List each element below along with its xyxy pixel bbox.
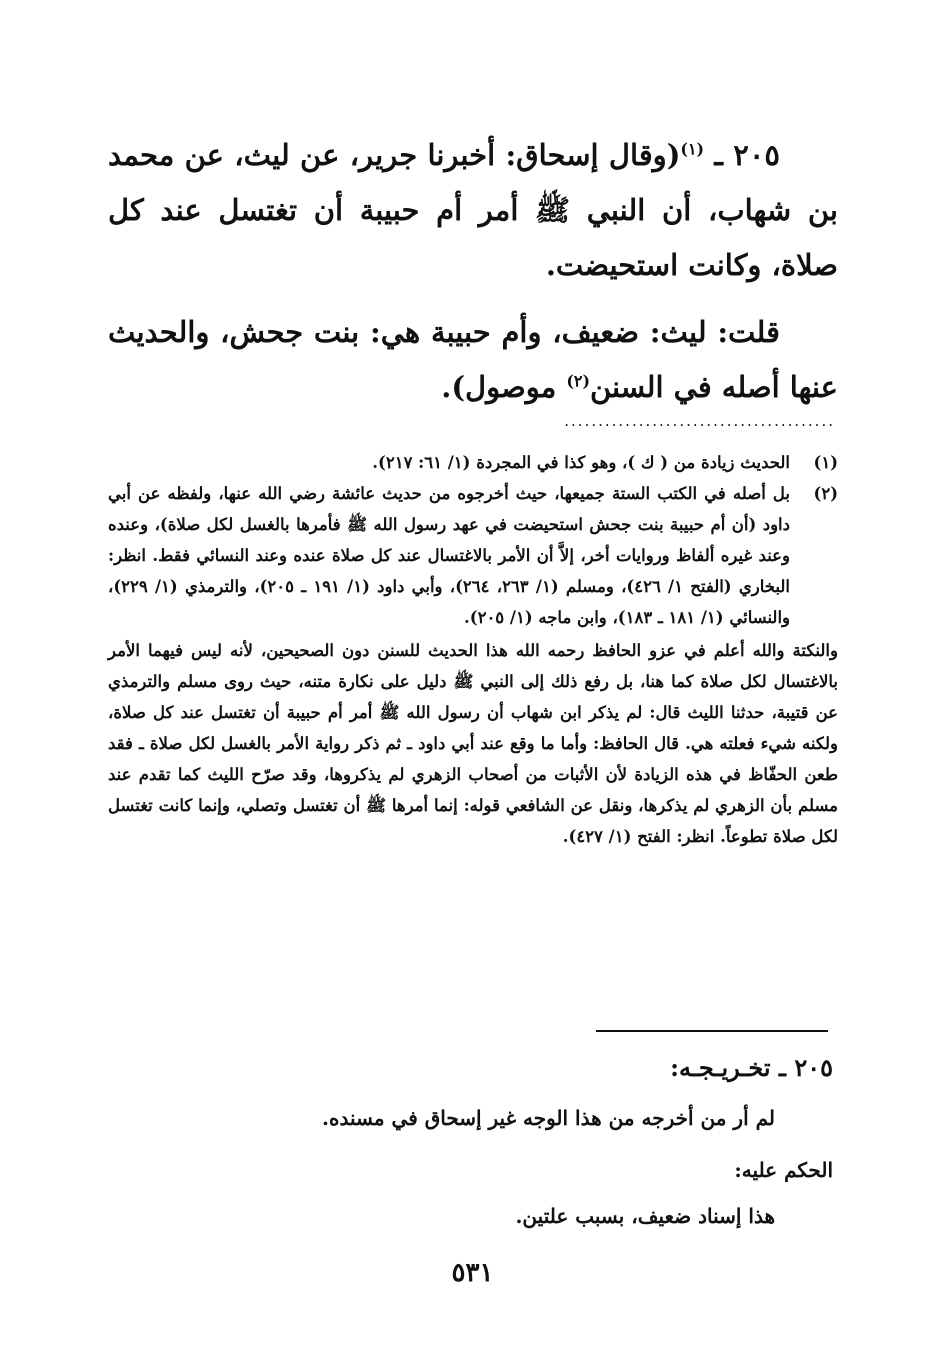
page-number: ٥٣١ (451, 1258, 494, 1288)
footnote-number: (٢) (813, 484, 838, 503)
footnote-ref-1[interactable]: (١) (680, 139, 705, 159)
takhrij-text: لم أر من أخرجه من هذا الوجه غير إسحاق في مسنده. (322, 1106, 775, 1130)
hadith-text: (وقال إسحاق: أخبرنا جرير، عن ليث، عن محمد بن شهاب، أن النبي ﷺ أمر أم حبيبة أن تغتسل عند كل صلاة، وكانت استحيضت. (108, 138, 838, 282)
hadith-number: ٢٠٥ ـ (704, 138, 780, 172)
footnote-ref-2[interactable]: (٢) (566, 371, 590, 391)
comment-paragraph (108, 305, 838, 415)
footnote-text: بل أصله في الكتب الستة جميعها، حيث أخرجوه من حديث عائشة رضي الله عنها، ولفظه عن أبي داود (أن أم حبيبة بنت جحش استحيضت في عهد رسول الله ﷺ فأمرها بالغسل لكل صلاة)، وعنده وعند غيره ألفاظ وروايات أخر، إلاَّ أن الأمر بالاغتسال عند كل صلاة عنده وعند النسائي فقط. انظر: البخاري (الفتح ١/ ٤٢٦)، ومسلم (١/ ٢٦٣، ٢٦٤)، وأبي داود (١/ ١٩١ ـ ٢٠٥)، والترمذي (١/ ٢٢٩)، والنسائي (١/ ١٨١ ـ ١٨٣)، وابن ماجه (١/ ٢٠٥). (108, 484, 791, 627)
hukm-text: هذا إسناد ضعيف، بسبب علتين. (515, 1204, 775, 1228)
footnote-separator: ........................................ (564, 412, 835, 430)
footnote-continuation: والنكتة والله أعلم في عزو الحافظ رحمه الله هذا الحديث للسنن دون الصحيحين، لأنه ليس فيهما الأمر بالاغتسال لكل صلاة كما هنا، بل رفع ذلك إلى النبي ﷺ دليل على نكارة متنه، حيث روى مسلم والترمذي عن قتيبة، حدثنا الليث قال: لم يذكر ابن شهاب أن رسول الله ﷺ أمر أم حبيبة أن تغتسل عند كل صلاة، ولكنه شيء فعلته هي. قال الحافظ: وأما ما وقع عند أبي داود ـ ثم ذكر رواية الأمر بالغسل لكل صلاة ـ فقد طعن الحفّاظ في هذه الزيادة لأن الأثبات من أصحاب الزهري لم يذكروها، وقد صرّح الليث كما تقدم عند مسلم بأن الزهري لم يذكرها، ونقل عن الشافعي قوله: إنما أمرها ﷺ أن تغتسل وتصلي، وإنما كانت تغتسل لكل صلاة تطوعاً. انظر: الفتح (١/ ٤٢٧). (108, 641, 838, 846)
footnote-text: الحديث زيادة من ( ك )، وهو كذا في المجردة (١/ ٦١: ٢١٧). (372, 453, 790, 472)
comment-text-end: موصول). (441, 370, 567, 404)
footnote-2 (108, 478, 838, 633)
footnotes (108, 447, 838, 852)
section-divider (596, 1030, 828, 1032)
hukm-heading: الحكم عليه: (734, 1158, 833, 1182)
comment-text: قلت: ليث: ضعيف، وأم حبيبة هي: بنت جحش، والحديث عنها أصله في السنن (108, 315, 838, 404)
footnote-number: (١) (813, 453, 838, 472)
takhrij-heading: ٢٠٥ ـ تخـريـجـه: (670, 1053, 833, 1082)
footnote-1 (108, 447, 838, 478)
hadith-paragraph (108, 128, 838, 293)
main-text (108, 128, 838, 415)
